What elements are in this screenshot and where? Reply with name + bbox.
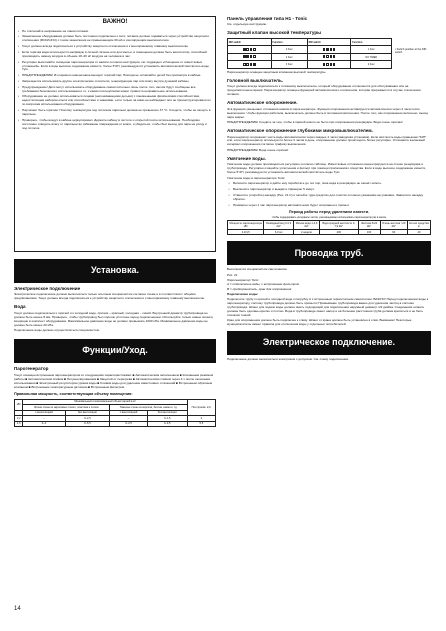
auto-clean-text: Эта функция уменьшает отложения накипи в парогенераторе. Функция опорожнения активируется автоматически через 4 часа после выключения. Чтобы функция работала, выключатель должен быть в положении включения. После того, как опорожнение включено, выход пара закрыт. [227,106,428,119]
warning-item: • Пар может быть горячим. Поэтому температура под потолком парильни должна не превышать 37 °C. Следите, чтобы не заснуть в парильне. [18,109,212,117]
dip-col-head: DIP-switch [307,38,351,46]
auto-clean-warning: ПРЕДУПРЕЖДЕНИЕ! Следите за тем, чтобы в парной никого не было при опорожнении резервуара. Вода очень горячая! [227,120,403,125]
dip-switch-icon [228,46,272,54]
install-banner: Установка. [14,259,216,283]
table-cell: NO TIMER [351,53,392,61]
table-cell: 4,5 [15,421,23,427]
table-head: Очень жесткая >20 dH° [380,221,407,230]
power-table-sub: без вентиляции [65,410,110,416]
water-text-2: Подключение воды должно осуществляться специалистом. [14,328,100,333]
list-item: • Примерно через 1 час парогенератор автоматически будет опорожнен и промыт. [227,204,431,208]
table-cell: 3 [187,416,215,422]
dip-col-head: DIP-switch [228,38,272,46]
pipe-text-2: Кран для опорожнения должен быть подключен к сливу. Шланг от крана должен быть установлен в слив. Внимание! Некоторые муниципалитеты имеют правила для отключения воды у отдельных потребителей. [227,318,412,326]
table-head: Кол-во средства кг [409,221,429,228]
table-cell: 0–3,5 [147,421,187,427]
dip-switch-block [227,38,431,69]
pipe-fig: Рис. 21 [227,272,238,277]
dip-switch-table [227,38,392,69]
warning-item: • ПРЕДУПРЕЖДЕНИЕ! Из парового наконечника выходит горячий пар. Никогда не оставляйте детей без присмотра в кабине. [18,74,212,78]
warning-item: • Предупреждение! Дети могут использовать оборудование самостоятельно лишь после того, как им будут сообщены все требования безопасного использования и то, к каким последствиям может привести неправильное использование. [18,86,212,94]
table-cell: 40 [407,229,430,235]
water-title: Вода [14,304,26,310]
electrical-text: Электрическое подключение должно выполняться только опытным специалистом согласно схеме и в соответствии с общими предписаниями. Тонус должен всегда подключаться к устройству защитного отключения и к многоразовому главному выключателю. [14,292,205,301]
table-cell: 5,5 [187,421,215,427]
power-table-head-prod: Пои произв. кг/ч [187,399,215,416]
table-row [228,53,392,61]
power-table-sub: с вентиляцией [23,410,65,416]
list-item: • Выключите парогенератор и выждите примерно 5 минут. [227,188,431,192]
warning-item: • Не отключайте напряжение на линии питания. [18,30,212,34]
pipe-connect-title: Подключение воды: [227,292,259,297]
table-cell: 0–1,5 [147,416,187,422]
electrical-title: Электрическое подключение [14,286,81,291]
table-cell: 2 hour [271,53,307,61]
list-item: • Включите парогенератор и дайте ему поработать до тех пор, пока вода в резервуаре не начнёт кипеть. [227,182,431,186]
warning-item: • Тонус должен всегда подключаться к устройству защитного отключения и к многоразовому главному выключателю. [18,45,212,49]
table-row [228,61,392,69]
table-cell: 60 [380,229,407,235]
power-table-title: Правильная мощность, соответствующая объему помещения: [14,392,133,397]
table-cell: – [110,416,147,422]
auto-clean-title: Автоматическое опорожнение. [227,100,298,106]
table-cell: 6,0 мл [264,229,294,235]
right-column [227,16,431,364]
auto-flush-title: Автоматическое опорожнение глубокими микровыключателем. [227,128,373,134]
power-table-head-light: Легкие стены из акриловых стекол, пластика и стекол [23,405,110,411]
table-head: Жесткая 8-20 dH° [358,221,380,230]
table-cell: – [23,416,65,422]
table-cell: 0–2,5 [110,421,147,427]
auto-flush-warning: ПРЕДУПРЕЖДЕНИЕ! Вода очень горячая! [227,147,289,152]
power-table-sub: без вентиляции [147,410,187,416]
electrical-final-text: Подключение должно выполняться электриком с допуском. См. схему подключения. [227,356,349,361]
table-cell: 2,2/4,5 [228,229,264,235]
dip-switch-icon [307,46,351,54]
warning-item: • Регулярно выполняйте очищение парогенератора от накипи согласно инструкции, см. подраздел «Очищение от известковых отложений». Если в воде высокое содержание извести, более 5°dH, рекомендуется установить автоматический смягчитель воды Tylo. [18,61,212,73]
warning-title: ВАЖНО! [102,19,128,25]
warning-item: • Если горячая вода используется напрямую в личной гигиене или для мытья, в помещении должен быть вентилятор, способный производить замену воздуха в объеме 18–20 м³ воздуха на человека в час. [18,51,212,59]
water-text: Тонус должен подключаться к горячей и к холодной воде, причем – красный, холодная – синий. Внутренний диаметр трубопровода не должен быть менее 8 мм. Проверьте, чтобы трубопровод был хорошо уплотнен перед подключением. Используйте только новые шланги, входящие в комплект оборудования. Максимальное давление воды не должно превышать 1000 кПа. Минимальное давление воды не должно быть менее 20 кПа. [14,310,214,327]
table-head: Мягкая вода 1-2,9 dH° [294,221,320,230]
table-cell: 2 hour [351,61,392,69]
softening-text-2: Умягчение воды в парогенераторе Tonic [227,175,285,180]
pipe-legend-item: A = подключение воды, с встроенным фильтром [227,282,299,287]
table-row [228,229,431,235]
period-table-subtitle: Чтобы поддерживать интервалы чистки, рекомендовано использовать парогенератор раз в месяц [271,215,387,219]
softening-text: Умягчение воды должно производиться регулярно согласно таблице. Известковые отложения концентрируются на стенке резервуара и трубопроводе. Регулярно очищайте уплотнения и фильтр при помощи прилагаемого средства. Если в воде высокое содержание извести, более 5°dH, рекомендуется установить автоматический смягчитель воды Tylo. [227,162,427,175]
list-item: • Отвинтите (откройте) насадку (Рис. 21 C) и залейте туда средство для очистки согласно указаниям на упаковке. Завинтите насадку обратно. [227,194,431,202]
table-cell: 0 hour [271,46,307,54]
dip-col-head: Function [351,38,392,46]
main-switch-title: Головной выключатель. [227,77,284,83]
left-column [14,16,216,427]
dip-col-head: Function [271,38,307,46]
pipe-intro: Выполняется специалистом сантехником. [227,267,288,272]
table-row [15,421,216,427]
panel-subtitle: См. отдельную инструкцию. [227,22,267,27]
warning-item: • Запрещается использовать другие электрические отопители, генерирующие пар или влагу внутри душевой кабины. [18,80,212,84]
power-table-head-span: Минимальный и максимальный объем парной в м³ [23,399,187,405]
steam-text: Тонус оснащен встроенным парогенератором со следующими характеристиками: ■ Автоматическим заполнением ■ Клапанным режимом работы ■ Автоматическим сливом ■ Нетуннелированием ■ Защитой от перегрева ■ Автоматическим сливом через 4 ч после окончания использования ■ Электронный регулятором уровня воды ■ Сливом воды для удаления известковых отложений ■ Встроенным обратным клапаном ■ Встроенным температурным датчиком ■ Встроенным фильтром. [14,372,214,389]
warning-item: • Проверьте, чтобы воздух в кабине циркулировал. Держите кабину в чистоте и открытой после использования. Необходимо постоянно отводить влагу от парильни во избежание повреждения от влаги, и убедиться, чтобы был выход для пара на улицу и под потолок. [18,119,212,131]
softening-title: Умягчение воды. [227,155,266,161]
table-cell: 2,2 [15,416,23,422]
pipe-banner: Проводка труб. [227,241,431,265]
dip-switch-icon [228,61,272,69]
table-cell: 3 hour [271,61,307,69]
table-cell: 200 [319,229,358,235]
overheat-text: Парогенератор оснащен защитным клапаном высокой температуры. [227,69,327,74]
warning-item: • Заземленное оборудование должно быть постоянно подключено к сети; питание должно подаваться через устройство защитного отключения (RCD/GFCI) с током заземления не превышающим 30 мА и изолирующим выключателем. [18,35,212,43]
warning-item: • Оборудование не должно использоваться лицами (непонимающими детьми) с пониженными физическими способностями, недостаточным набором опыта или способностями и знаниями, если только за ними не наблюдают или не проинструктировали их по вопросам использования оборудования. [18,95,212,107]
power-table-sub: с вентиляцией [110,410,147,416]
dip-switch-icon [307,61,351,69]
table-row [228,46,392,54]
pipe-legend-item: Парогенератор Tonic [227,277,259,282]
dip-switch-icon [307,53,351,61]
table-head: Мощность парогенератора кВт [229,221,262,228]
dip-side-note: • Switch position at the DIP-switch [395,47,428,55]
steam-title: Парогенератор [14,366,49,372]
power-table-head-kw: кВт [15,399,23,410]
table-cell: 1 hour [351,46,392,54]
power-table [14,399,216,428]
panel-title: Панель управления типа H1 - Tonic [227,16,308,21]
table-cell: 2 недели [294,229,320,235]
warning-box [14,16,216,252]
power-table-head-heavy: Тяжелые стены из кирпича, бетона, камня и т.д. [110,405,187,411]
table-head: Безводный вид 0-0,9 dH° [264,221,294,230]
period-table-title: Период работы перед удалением извести. [288,209,370,214]
table-head: Вода средней жесткости 3-7,9 dH° [319,221,358,230]
table-cell: 0–5,5 [65,421,110,427]
softening-steps [227,182,431,207]
dip-switch-icon [228,53,272,61]
table-cell: 0–2,5 [65,416,110,422]
main-switch-text: Тонус должен всегда подключаться к головному выключателю, который оборудование отключается для обслуживания или на продолжительное время. Парогенератор оснащен функцией автоматического отключения, которая прерывается в случае отключения питания. [227,84,421,97]
auto-flush-text: Парогенератор опорожняет часть воды автоматически через каждые 4 часа (заводская установка). Если жёсткость воды превышает 5dH° или, если парогенератор используется более 4 часов в день, опорожнение должно происходить более регулярно. Установите желаемый интервал опорожнения согласно графику выключения. [227,134,427,147]
electrical-banner: Электрическое подключение. [227,331,431,355]
pipe-legend-item: B = предохранитель, кран для опорожнения [227,286,292,291]
table-cell: 0–4 [23,421,65,427]
period-table [227,220,431,235]
page-number: 14 [14,606,21,612]
pipe-text: Подключите трубу к горячей и холодной воде к патрубку А с встроенным термостатным смесителем. ВАЖНО! Перед подключением воды к парогенератору, систему трубопровода должно быть промыто! Промывание трубопровода важно для удаления частиц в системе трубопровода. Шланг для подачи воды должен иметь подходящий для подключения наружный диаметр 1/2 дюйма. Соединения шланга должны быть сделаны крепко и плотно. Вода в трубопроводе имеет напор и на большие расстояния труба должна крепиться и не быть слишком тонкой. [227,296,429,317]
functions-banner: Функции/Уход. [14,339,216,363]
table-cell: 100 [358,229,380,235]
overheat-title: Защитный клапан высокой температуры [227,30,322,36]
